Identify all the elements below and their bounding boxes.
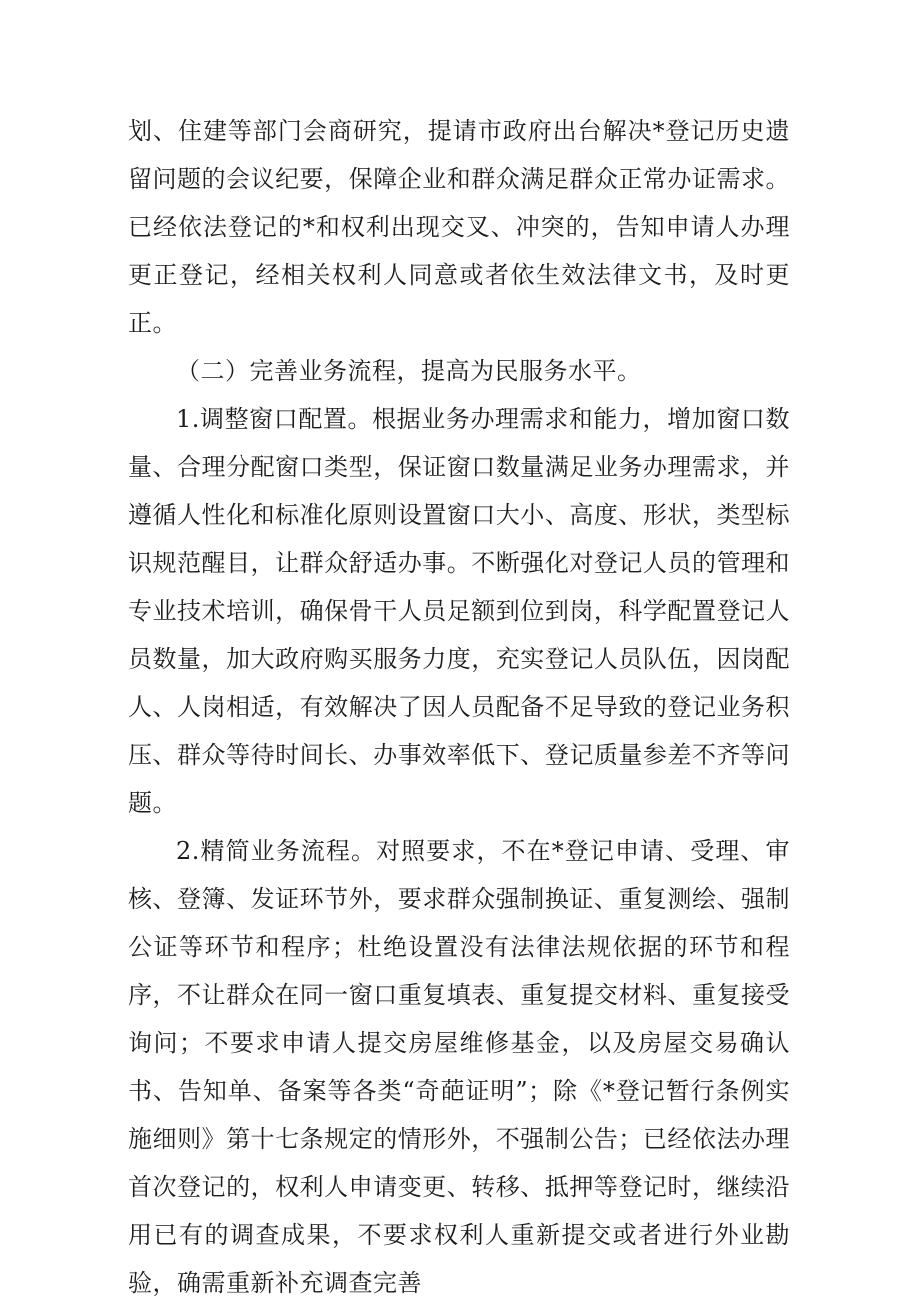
paragraph-continuation: 划、住建等部门会商研究，提请市政府出台解决*登记历史遗留问题的会议纪要，保障企业和群众满足群众正常办证需求。已经依法登记的*和权利出现交叉、冲突的，告知申请人办理更正登记，经相关权利人同意或者依生效法律文书，及时更正。 (128, 117, 790, 337)
numbered-paragraph-2: 2.精简业务流程。对照要求，不在*登记申请、受理、审核、登簿、发证环节外，要求群众强制换证、重复测绘、强制公证等环节和程序；杜绝设置没有法律法规依据的环节和程序，不让群众在同一窗口重复填表、重复提交材料、重复接受询问；不要求申请人提交房屋维修基金，以及房屋交易确认书、告知单、备案等各类“奇葩证明”；除《*登记暂行条例实施细则》第十七条规定的情形外，不强制公告；已经依法办理首次登记的，权利人申请变更、转移、抵押等登记时，继续沿用已有的调查成果，不要求权利人重新提交或者进行外业勘验，确需重新补充调查完善 (128, 837, 790, 1297)
section-heading: （二）完善业务流程，提高为民服务水平。 (176, 357, 642, 385)
document-body (128, 107, 790, 1301)
numbered-paragraph-1: 1.调整窗口配置。根据业务办理需求和能力，增加窗口数量、合理分配窗口类型，保证窗口数量满足业务办理需求，并遵循人性化和标准化原则设置窗口大小、高度、形状，类型标识规范醒目，让群众舒适办事。不断强化对登记人员的管理和专业技术培训，确保骨干人员足额到位到岗，科学配置登记人员数量，加大政府购买服务力度，充实登记人员队伍，因岗配人、人岗相适，有效解决了因人员配备不足导致的登记业务积压、群众等待时间长、办事效率低下、登记质量参差不齐等问题。 (128, 405, 790, 817)
